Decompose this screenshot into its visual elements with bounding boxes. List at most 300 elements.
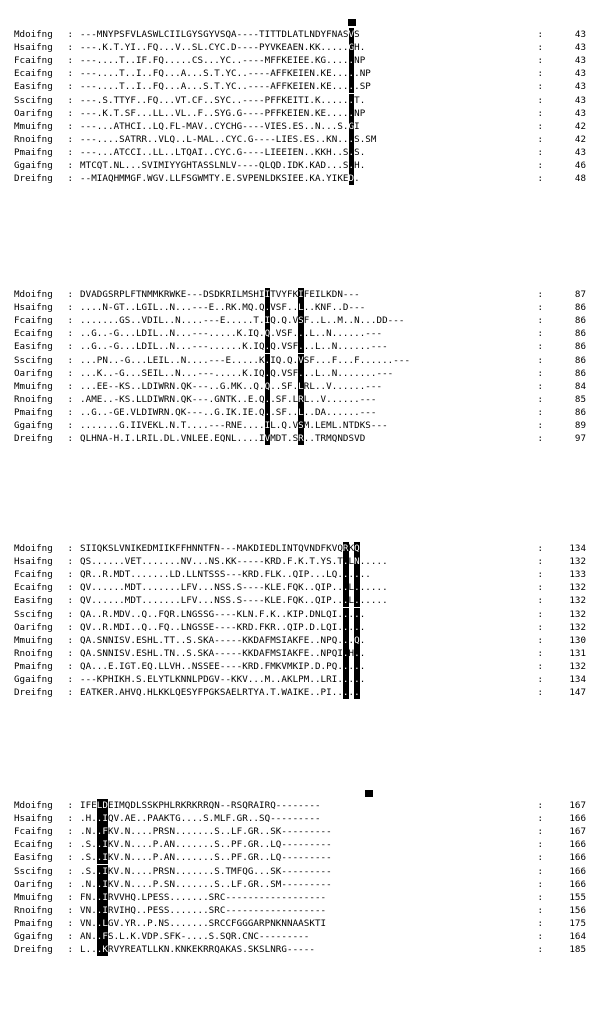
residue: C [130,120,136,132]
species-name: Ggaifng [14,420,53,431]
residue: R [158,865,164,877]
conserved-residue: . [264,406,271,418]
residue: E [80,687,86,699]
residue: . [247,341,254,353]
residue: . [314,68,321,80]
residue: - [253,81,259,93]
residue: P [152,878,159,890]
residue: - [203,302,209,314]
residue: V [275,328,282,340]
residue: N [124,839,131,851]
residue: . [130,160,136,171]
residue: L [270,839,276,851]
residue: N [286,917,293,929]
residue: Y [191,687,198,699]
sequence [80,594,388,607]
residue: D [231,42,237,54]
residue: N [354,107,360,119]
residue: K [298,160,304,171]
residue: - [242,107,248,119]
residue: . [113,55,120,67]
residue: . [309,94,315,106]
residue: Y [169,160,176,171]
conserved-residue: . [342,660,349,672]
residue: F [169,120,176,132]
residue: F [80,891,86,903]
residue: D [203,289,209,300]
residue: S [208,917,215,929]
species-name: Dreifng [14,433,53,445]
residue: - [314,865,321,877]
residue: I [147,302,153,314]
residue: - [247,107,254,119]
residue: . [197,315,204,327]
residue: L [264,146,271,158]
residue: K [169,543,176,554]
residue: R [169,608,176,620]
residue: G [247,133,254,145]
residue: Q [186,146,192,158]
residue: - [247,68,254,80]
conserved-residue: I [264,315,271,327]
residue: - [259,891,265,903]
residue: E [292,81,299,93]
residue: G [208,674,215,685]
residue: A [208,647,215,659]
residue: . [342,81,349,93]
residue: H [326,146,332,158]
residue: L [270,852,276,864]
residue: M [113,621,120,633]
residue: . [203,107,209,119]
residue: - [197,328,204,340]
residue: . [264,687,271,699]
residue: A [102,433,108,445]
residue: D [342,433,349,445]
residue: . [247,420,254,431]
residue: - [382,420,388,431]
residue: G [113,328,120,340]
residue: L [152,634,159,646]
separator: : [62,813,79,825]
residue: - [80,68,86,80]
sequence [80,943,315,956]
residue: L [219,813,226,825]
residue: . [124,160,131,171]
residue: . [141,81,148,93]
sequence [80,647,365,660]
residue: K [298,556,304,568]
residue: . [119,328,125,340]
residue: . [135,826,142,838]
residue: G [91,406,97,418]
residue: L [158,367,164,379]
separator: : [532,420,549,431]
residue: - [219,420,226,431]
residue: . [225,315,231,327]
residue: H [124,120,131,132]
residue: - [370,393,377,405]
residue: N [320,634,327,646]
species-name: Easifng [14,595,53,607]
residue: - [214,634,220,646]
residue: A [270,68,276,80]
residue: S [102,94,108,106]
species-name: Sscifng [14,865,53,877]
conserved-residue: . [342,569,349,581]
residue: . [359,146,366,158]
residue: . [191,839,198,851]
residue: . [275,367,282,379]
residue: T [259,29,265,40]
residue: F [124,29,131,40]
residue: . [259,569,265,581]
residue: A [191,146,198,158]
residue: P [147,917,153,929]
residue: - [309,800,315,811]
residue: . [163,420,170,431]
residue: . [303,302,310,314]
separator: : [532,595,549,607]
residue: . [175,81,181,93]
conserved-residue: . [354,582,360,594]
separator: : [62,569,79,581]
residue: N [214,582,220,594]
residue: . [163,328,170,340]
residue: . [169,917,176,929]
residue: . [242,380,248,392]
residue: S [119,634,125,646]
residue: N [102,634,108,646]
residue: . [158,341,164,353]
residue: V [147,160,153,171]
residue: I [124,621,131,633]
residue: . [169,146,176,158]
residue: . [342,341,349,353]
sequence-row [0,891,600,904]
residue: . [208,826,215,838]
residue: C [219,917,226,929]
residue: G [247,839,254,851]
separator: : [532,406,549,418]
residue: M [124,173,131,185]
residue: A [259,647,265,659]
residue: - [264,81,271,93]
residue: Q [175,687,181,699]
residue: D [270,173,276,185]
residue: . [292,328,299,340]
residue: . [303,328,310,340]
residue: Q [314,595,321,607]
residue: I [286,146,293,158]
residue: . [175,865,181,877]
residue: A [102,173,108,185]
residue: K [326,543,332,554]
residue: F [225,813,231,825]
residue: . [152,595,159,607]
residue: Y [214,173,220,185]
residue: . [135,917,142,929]
residue: - [191,289,198,300]
residue: . [191,107,198,119]
residue: - [303,865,310,877]
residue: R [247,800,254,811]
residue: K [275,569,282,581]
residue: Y [219,55,226,67]
residue: . [342,354,349,366]
residue: T [113,42,120,54]
residue: G [219,380,226,392]
sequence [80,367,393,380]
residue: D [342,302,349,314]
residue: G [247,917,254,929]
residue-position: 86 [574,302,586,314]
residue: S [309,133,315,145]
residue: F [281,406,287,418]
residue: D [247,621,254,633]
residue: Q [80,647,86,659]
residue: - [286,813,293,825]
conserved-residue: L [102,917,108,929]
residue: N [247,931,254,942]
conserved-residue: R [342,543,349,554]
residue: . [203,839,209,851]
separator: : [532,660,549,672]
residue: N [169,420,176,431]
residue: P [326,634,332,646]
residue: . [130,328,136,340]
residue: T [270,289,276,300]
residue: . [208,81,215,93]
residue: A [163,839,170,851]
separator: : [532,839,549,851]
residue: L [180,621,187,633]
conserved-residue: V [348,29,355,40]
residue: I [281,543,287,554]
sequence-row [0,621,600,634]
residue: K [264,621,271,633]
residue: K [191,800,198,811]
residue: - [370,341,377,353]
residue: K [320,68,327,80]
residue: V [197,120,204,132]
residue: . [180,634,187,646]
residue: P [298,608,304,620]
residue: . [180,891,187,903]
residue: R [242,621,248,633]
residue: . [214,380,220,392]
residue: . [337,393,343,405]
sequence-row [0,568,600,581]
residue: Y [219,146,226,158]
residue: . [191,852,198,864]
residue: T [225,393,231,405]
species-name: Hsaifng [14,42,53,54]
residue: S [354,146,360,158]
species-name: Oarifng [14,367,53,379]
residue: . [169,406,176,418]
residue: . [119,839,125,851]
residue: . [219,556,226,568]
residue: . [309,406,315,418]
residue: . [376,582,383,594]
residue: . [102,68,108,80]
residue: . [370,556,377,568]
residue: - [236,647,243,659]
residue: - [186,289,192,300]
residue: - [247,160,254,171]
residue: G [236,120,243,132]
conserved-residue: . [348,94,355,106]
separator: : [62,289,79,300]
residue: E [247,393,254,405]
residue: . [119,865,125,877]
residue: D [203,674,209,685]
residue: N [186,621,192,633]
residue: H [147,634,153,646]
residue: - [270,904,276,916]
residue: N [309,543,315,554]
separator: : [532,826,549,838]
residue: V [214,674,220,685]
residue: S [85,556,92,568]
residue: Y [124,42,131,54]
species-name: Dreifng [14,687,53,699]
sequence-row [0,133,600,146]
residue: N [169,302,176,314]
residue: . [236,302,243,314]
conserved-residue: L [96,800,103,811]
residue: - [191,133,198,145]
residue: . [175,634,181,646]
residue: - [275,891,282,903]
residue: . [102,595,108,607]
conserved-residue: . [96,891,103,903]
separator: : [532,865,549,877]
residue: K [219,289,226,300]
residue: . [186,328,192,340]
residue: - [85,29,92,40]
residue: E [253,173,259,185]
residue: L [270,420,276,431]
residue: . [203,904,209,916]
separator: : [532,328,549,340]
residue: . [314,81,321,93]
residue: S [208,160,215,171]
separator: : [62,315,79,327]
separator: : [532,315,549,327]
residue: . [231,341,237,353]
residue: Y [326,173,332,185]
residue: R [124,944,131,956]
residue: N [320,647,327,659]
residue: C [124,146,131,158]
residue: N [186,433,192,445]
separator: : [62,865,79,877]
residue: Q [180,393,187,405]
residue: F [286,582,293,594]
separator: : [532,556,549,568]
separator: : [62,582,79,594]
residue: G [113,341,120,353]
residue: . [130,68,136,80]
sequence [80,288,360,301]
residue: - [225,621,231,633]
residue: Q [124,800,131,811]
residue: . [214,302,220,314]
residue: C [219,42,226,54]
residue: Q [275,354,282,366]
residue: . [348,393,355,405]
residue: - [320,852,327,864]
residue: A [141,29,148,40]
sequence-row [0,634,600,647]
residue: V [85,289,92,300]
residue: . [253,393,259,405]
species-name: Fcaifng [14,826,53,838]
sequence [80,28,360,41]
residue: K [320,146,327,158]
residue: P [298,674,304,685]
residue: - [225,891,231,903]
residue: . [141,94,148,106]
residue: D [331,289,338,300]
residue: . [102,133,108,145]
conserved-residue: F [102,931,108,942]
residue: . [314,634,321,646]
residue: V [281,367,287,379]
residue: W [158,380,164,392]
residue: V [320,393,327,405]
residue: . [197,826,204,838]
separator: : [62,81,79,93]
residue: . [320,354,327,366]
residue: T [141,944,148,956]
residue: - [85,94,92,106]
residue: A [80,931,86,942]
residue: . [80,420,86,431]
residue: . [281,160,287,171]
residue: I [281,133,287,145]
residue: S [225,582,231,594]
residue: N [303,107,310,119]
residue: L [152,647,159,659]
residue: L [331,420,338,431]
residue: . [365,354,371,366]
residue: . [242,315,248,327]
residue: . [236,354,243,366]
residue: N [309,29,315,40]
residue: . [242,354,248,366]
residue: E [342,173,349,185]
residue: S [292,433,299,445]
residue: M [197,133,204,145]
residue: Q [337,543,343,554]
residue: C [191,94,198,106]
residue-position: 134 [569,674,586,685]
residue: K [236,328,243,340]
residue: - [203,315,209,327]
residue: S [124,315,131,327]
residue: . [175,380,181,392]
residue: R [141,433,148,445]
residue: - [281,839,287,851]
residue: E [180,687,187,699]
residue: M [152,289,159,300]
residue: - [253,595,259,607]
residue: . [320,42,327,54]
residue: . [141,917,148,929]
